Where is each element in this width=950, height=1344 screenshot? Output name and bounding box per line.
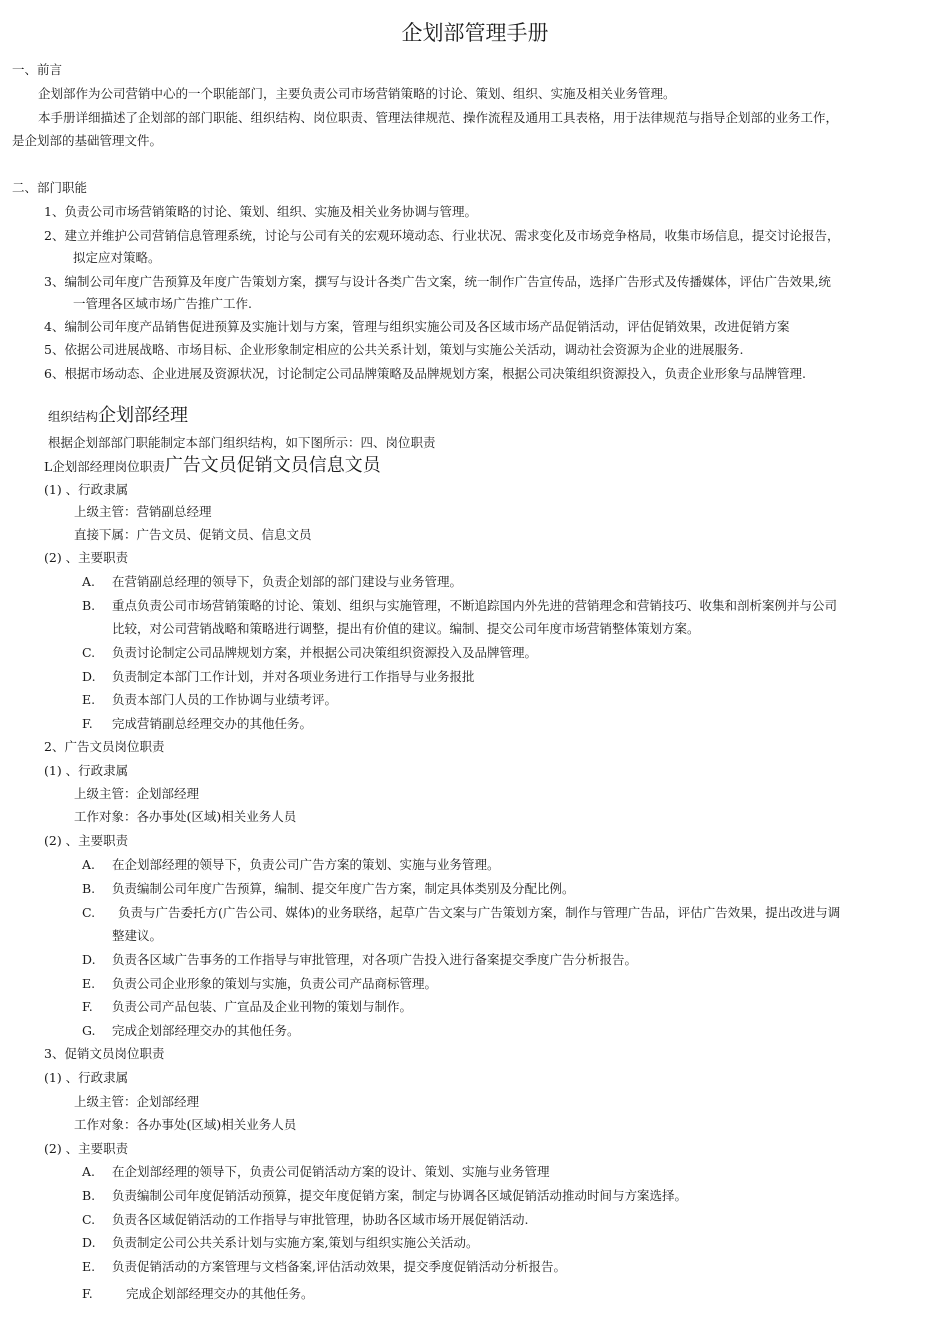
- manager-duty-b-line-2: 比较，对公司营销战略和策略进行调整，提出有价值的建议。编制、提交公司年度市场营销整体策划方案。: [112, 621, 700, 636]
- org-structure-description: 根据企划部部门职能制定本部门组织结构，如下图所示：四、岗位职责: [48, 435, 436, 450]
- promo-duties-subheading: (2) 、主要职责: [44, 1141, 129, 1156]
- ad-admin-heading: (1) 、行政隶属: [44, 763, 129, 778]
- promo-clerk-heading: 3、促销文员岗位职责: [44, 1046, 165, 1061]
- functions-heading: 二、部门职能: [12, 180, 88, 195]
- promo-duty-d: D. 负责制定公司公共关系计划与实施方案,策划与组织实施公关活动。: [82, 1235, 479, 1250]
- function-item-6: 6、根据市场动态、企业进展及资源状况，讨论制定公司品牌策略及品牌规划方案，根据公司决策组织资源投入，负责企业形象与品牌管理.: [44, 366, 806, 381]
- promo-admin-heading: (1) 、行政隶属: [44, 1070, 129, 1085]
- ad-clerk-heading: 2、广告文员岗位职责: [44, 739, 165, 754]
- function-item-4: 4、编制公司年度产品销售促进预算及实施计划与方案，管理与组织实施公司及各区域市场产品促销活动，评估促销效果，改进促销方案: [44, 319, 790, 334]
- ad-superior: 上级主管：企划部经理: [74, 786, 200, 801]
- manager-duty-b-line-1: B. 重点负责公司市场营销策略的讨论、策划、组织与实施管理，不断追踪国内外先进的营销理念和营销技巧、收集和剖析案例并与公司: [82, 598, 838, 613]
- manager-duty-f: F. 完成营销副总经理交办的其他任务。: [82, 716, 313, 731]
- ad-work-target: 工作对象：各办事处(区域)相关业务人员: [74, 809, 297, 824]
- org-subordinates: 广告文员促销文员信息文员: [164, 455, 381, 476]
- manager-duties-line: [44, 455, 381, 476]
- org-structure-line: [48, 405, 189, 426]
- preface-paragraph-1: 企划部作为公司营销中心的一个职能部门，主要负责公司市场营销策略的讨论、策划、组织、实施及相关业务管理。: [38, 86, 676, 101]
- function-item-5: 5、依据公司进展战略、市场目标、企业形象制定相应的公共关系计划，策划与实施公关活动，调动社会资源为企业的进展服务.: [44, 342, 744, 357]
- document-title: 企划部管理手册: [401, 21, 549, 45]
- manager-duties-heading: L企划部经理岗位职责: [44, 459, 165, 474]
- manager-duty-a: A. 在营销副总经理的领导下，负责企划部的部门建设与业务管理。: [82, 574, 463, 589]
- preface-paragraph-2-line-1: 本手册详细描述了企划部的部门职能、组织结构、岗位职责、管理法律规范、操作流程及通用工具表格，用于法律规范与指导企划部的业务工作，: [38, 110, 839, 125]
- manager-duties-subheading: (2) 、主要职责: [44, 550, 129, 565]
- promo-duty-a: A. 在企划部经理的领导下，负责公司促销活动方案的设计、策划、实施与业务管理: [82, 1164, 550, 1179]
- promo-duty-c: C. 负责各区域促销活动的工作指导与审批管理，协助各区域市场开展促销活动.: [82, 1212, 529, 1227]
- manager-direct-reports: 直接下属：广告文员、促销文员、信息文员: [74, 527, 312, 542]
- function-item-1: 1、负责公司市场营销策略的讨论、策划、组织、实施及相关业务协调与管理。: [44, 204, 477, 219]
- ad-duty-g: G. 完成企划部经理交办的其他任务。: [82, 1023, 300, 1038]
- manager-admin-heading: (1) 、行政隶属: [44, 482, 129, 497]
- ad-duties-subheading: (2) 、主要职责: [44, 833, 129, 848]
- promo-duty-b: B. 负责编制公司年度促销活动预算，提交年度促销方案，制定与协调各区域促销活动推动时间与方案选择。: [82, 1188, 688, 1203]
- ad-duty-b: B. 负责编制公司年度广告预算，编制、提交年度广告方案，制定具体类别及分配比例。: [82, 881, 575, 896]
- ad-duty-e: E. 负责公司企业形象的策划与实施，负责公司产品商标管理。: [82, 976, 438, 991]
- ad-duty-f: F. 负责公司产品包装、广宣品及企业刊物的策划与制作。: [82, 999, 413, 1014]
- manager-superior: 上级主管：营销副总经理: [74, 504, 212, 519]
- manager-duty-c: C. 负责讨论制定公司品牌规划方案，并根据公司决策组织资源投入及品牌管理。: [82, 645, 538, 660]
- org-structure-label: 组织结构: [48, 409, 99, 424]
- ad-duty-a: A. 在企划部经理的领导下，负责公司广告方案的策划、实施与业务管理。: [82, 857, 500, 872]
- ad-duty-d: D. 负责各区域广告事务的工作指导与审批管理，对各项广告投入进行备案提交季度广告分析报告。: [82, 952, 638, 967]
- manager-duty-d: D. 负责制定本部门工作计划，并对各项业务进行工作指导与业务报批: [82, 669, 475, 684]
- preface-heading: 一、前言: [12, 62, 63, 77]
- function-item-2-line-1: 2、建立并维护公司营销信息管理系统，讨论与公司有关的宏观环境动态、行业状况、需求变化及市场竞争格局，收集市场信息，提交讨论报告，: [44, 228, 840, 243]
- promo-duty-f: F. 完成企划部经理交办的其他任务。: [82, 1286, 314, 1301]
- manager-duty-e: E. 负责本部门人员的工作协调与业绩考评。: [82, 692, 338, 707]
- function-item-2-line-2: 拟定应对策略。: [73, 250, 161, 265]
- promo-superior: 上级主管：企划部经理: [74, 1094, 200, 1109]
- function-item-3-line-1: 3、编制公司年度广告预算及年度广告策划方案，撰写与设计各类广告文案，统一制作广告宣传品，选择广告形式及传播媒体，评估广告效果,统: [44, 274, 831, 289]
- promo-duty-e: E. 负责促销活动的方案管理与文档备案,评估活动效果，提交季度促销活动分析报告。: [82, 1259, 566, 1274]
- ad-duty-c-line-1: C. 负责与广告委托方(广告公司、媒体)的业务联络，起草广告文案与广告策划方案，制作与管理广告品，评估广告效果，提出改进与调: [82, 905, 841, 920]
- ad-duty-c-line-2: 整建议。: [112, 928, 163, 943]
- promo-work-target: 工作对象：各办事处(区域)相关业务人员: [74, 1117, 297, 1132]
- org-manager-title: 企划部经理: [98, 405, 189, 426]
- preface-paragraph-2-line-2: 是企划部的基础管理文件。: [12, 133, 163, 148]
- function-item-3-line-2: 一管理各区域市场广告推广工作.: [73, 296, 252, 311]
